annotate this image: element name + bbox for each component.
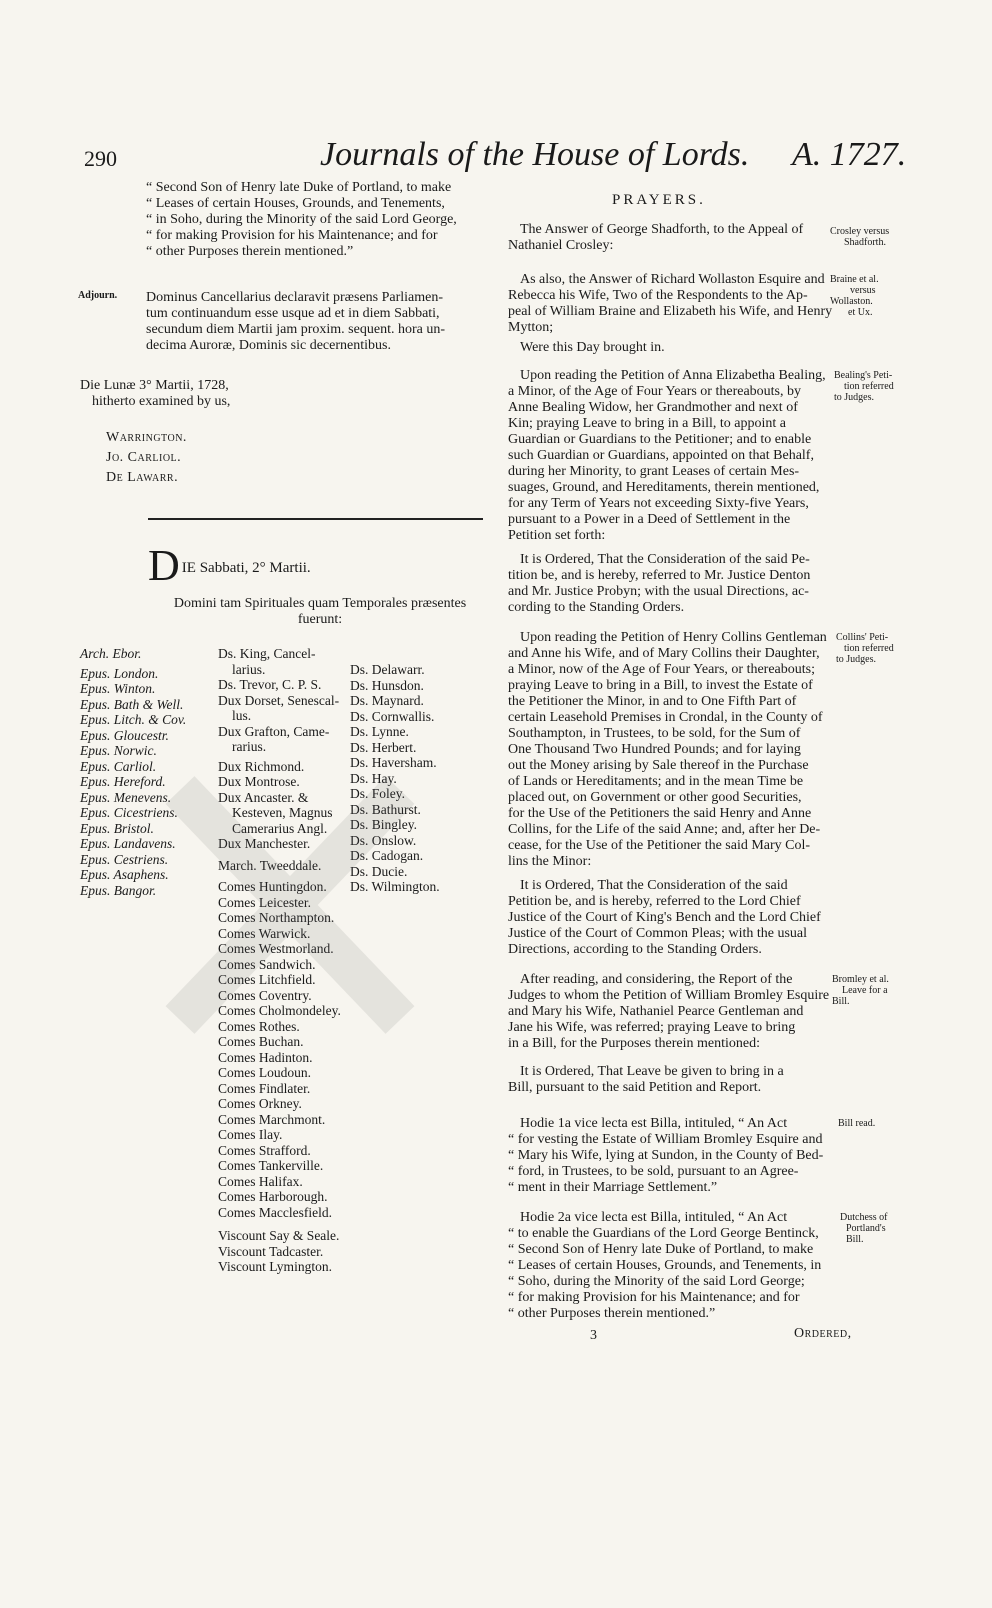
text-line: After reading, and considering, the Report of the bbox=[520, 972, 793, 987]
lord-entry: Ds. Hunsdon. bbox=[350, 677, 424, 693]
lord-entry: Viscount Tadcaster. bbox=[218, 1243, 324, 1259]
text-line: Hodie 1a vice lecta est Billa, intituled, “ An Act bbox=[520, 1116, 788, 1131]
text-line: placed out, on Government or other good Securities, bbox=[508, 790, 802, 805]
lord-entry: Ds. Herbert. bbox=[350, 739, 417, 755]
lord-entry: Comes Warwick. bbox=[218, 925, 311, 941]
lord-entry: Comes Leicester. bbox=[218, 894, 311, 910]
lord-entry: Ds. Bathurst. bbox=[350, 801, 421, 817]
lord-entry: Epus. Winton. bbox=[80, 681, 156, 696]
lord-entry: Kesteven, Magnus bbox=[232, 805, 333, 820]
lord-entry: Epus. Cestriens. bbox=[80, 851, 169, 867]
lord-entry: Ds. Delawarr. bbox=[350, 662, 425, 677]
text-line: to Judges. bbox=[836, 654, 876, 665]
lord-entry: Dux Richmond. bbox=[218, 758, 305, 774]
adjournment-paragraph bbox=[146, 290, 486, 354]
catchword: Ordered, bbox=[794, 1326, 852, 1341]
text-line: The Answer of George Shadforth, to the Appeal of bbox=[520, 222, 804, 237]
margin-note-bromley bbox=[832, 974, 889, 1007]
bealing-order bbox=[508, 552, 826, 616]
lord-entry: Arch. Ebor. bbox=[80, 646, 142, 661]
text-line: Southampton, in Trustees, to be sold, for the Sum of bbox=[508, 726, 801, 741]
lord-entry: Comes Northampton. bbox=[218, 910, 335, 925]
section-divider bbox=[148, 518, 483, 520]
lord-entry: Comes Loudoun. bbox=[218, 1065, 311, 1080]
lord-entry: Comes Halifax. bbox=[218, 1173, 303, 1189]
text-line: to Judges. bbox=[834, 392, 874, 403]
text-line: tion referred bbox=[844, 643, 894, 654]
continued-bill-title bbox=[146, 180, 476, 260]
text-line: Kin; praying Leave to bring in a Bill, to appoint a bbox=[508, 416, 786, 431]
lord-entry: Viscount Say & Seale. bbox=[218, 1228, 340, 1243]
lord-entry: Comes Strafford. bbox=[218, 1142, 311, 1158]
bill-second-reading bbox=[508, 1210, 826, 1322]
text-line: peal of William Braine and Elizabeth his Wife, and Henry bbox=[508, 304, 833, 319]
text-line: a Minor, now of the Age of Four Years, or thereabouts; bbox=[508, 662, 816, 677]
lord-entry: Ds. Cadogan. bbox=[350, 848, 424, 863]
text-line: Dutchess of bbox=[840, 1212, 888, 1223]
lord-entry: Epus. Bangor. bbox=[80, 882, 157, 898]
text-line: Braine et al. bbox=[830, 274, 879, 285]
text-line: “ Soho, during the Minority of the said Lord George; bbox=[508, 1274, 805, 1289]
text-line: suages, Ground, and Hereditaments, therein mentioned, bbox=[508, 480, 820, 495]
lord-entry: Dux Dorset, Senescal- bbox=[218, 692, 340, 708]
lord-entry: Epus. Bath & Well. bbox=[80, 696, 184, 712]
text-line: and Anne his Wife, and of Mary Collins their Daughter, bbox=[508, 646, 820, 661]
text-line: Bealing's Peti- bbox=[834, 370, 893, 381]
lord-entry: Ds. Hay. bbox=[350, 770, 397, 786]
text-line: praying Leave to bring in a Bill, to invest the Estate of bbox=[508, 678, 813, 693]
lord-entry: Comes Marchmont. bbox=[218, 1111, 326, 1127]
text-line: Leave for a bbox=[842, 985, 888, 996]
text-line: Bromley et al. bbox=[832, 974, 889, 985]
lord-entry: Dux Ancaster. & bbox=[218, 789, 309, 805]
text-line: Directions, according to the Standing Orders. bbox=[508, 942, 762, 957]
text-line: “ ment in their Marriage Settlement.” bbox=[508, 1180, 718, 1195]
page-number: 290 bbox=[84, 146, 117, 171]
lord-entry: Comes Buchan. bbox=[218, 1034, 304, 1049]
lord-entry: Epus. Cicestriens. bbox=[80, 805, 178, 820]
text-line: Die Lunæ 3° Martii, 1728, bbox=[80, 378, 229, 393]
lord-entry: Ds. King, Cancel- bbox=[218, 646, 316, 661]
text-line: “ to enable the Guardians of the Lord George Bentinck, bbox=[508, 1226, 819, 1241]
text-line: et Ux. bbox=[848, 307, 873, 318]
lord-entry: Epus. Carliol. bbox=[80, 758, 157, 774]
bromley-order bbox=[508, 1064, 826, 1096]
text-line: Dominus Cancellarius declaravit præsens Parliamen- bbox=[146, 290, 444, 305]
text-line: hitherto examined by us, bbox=[92, 394, 231, 409]
text-line: versus bbox=[850, 285, 876, 296]
text-line: “ other Purposes therein mentioned.” bbox=[508, 1306, 716, 1321]
margin-note-bealing bbox=[834, 370, 894, 403]
text-line: One Thousand Two Hundred Pounds; and for laying bbox=[508, 742, 801, 757]
text-line: and Mary his Wife, Nathaniel Pearce Gentleman and bbox=[508, 1004, 804, 1019]
text-line: Anne Bealing Widow, her Grandmother and next of bbox=[508, 400, 798, 415]
text-line: a Minor, of the Age of Four Years or thereabouts, by bbox=[508, 384, 802, 399]
text-line: Bill. bbox=[846, 1234, 864, 1245]
text-line: Petition set forth: bbox=[508, 528, 606, 543]
text-line: Rebecca his Wife, Two of the Respondents to the Ap- bbox=[508, 288, 808, 303]
text-line: certain Leasehold Premises in Crondal, in the County of bbox=[508, 710, 823, 725]
text-line: It is Ordered, That the Consideration of the said bbox=[520, 878, 788, 893]
lord-entry: Epus. Landavens. bbox=[80, 836, 176, 851]
year: A. 1727. bbox=[792, 136, 907, 173]
text-line: Bill, pursuant to the said Petition and Report. bbox=[508, 1080, 762, 1095]
text-line: of Lands or Hereditaments; and in the mean Time be bbox=[508, 774, 804, 789]
text-line: Mytton; bbox=[508, 320, 554, 335]
signatory: Jo. Carliol. bbox=[106, 450, 182, 465]
lord-entry: Comes Rothes. bbox=[218, 1018, 300, 1034]
braine-answer bbox=[508, 272, 833, 336]
prayers-heading: PRAYERS. bbox=[612, 192, 706, 208]
lord-entry: Epus. Asaphens. bbox=[80, 867, 169, 882]
lord-entry: Epus. Norwic. bbox=[80, 743, 157, 758]
text-line: cease, for the Use of the Petitioner the said Mary Col- bbox=[508, 838, 811, 853]
signatories bbox=[106, 428, 306, 488]
text-line: Upon reading the Petition of Henry Collins Gentleman bbox=[520, 630, 827, 645]
text-line: Hodie 2a vice lecta est Billa, intituled, “ An Act bbox=[520, 1210, 788, 1225]
text-line: “ Mary his Wife, lying at Sundon, in the County of Bed- bbox=[508, 1148, 824, 1163]
margin-note-portland-bill bbox=[840, 1212, 888, 1245]
lord-entry: Comes Harborough. bbox=[218, 1189, 328, 1204]
lord-entry: Ds. Onslow. bbox=[350, 832, 417, 848]
text-line: “ in Soho, during the Minority of the said Lord George, bbox=[146, 212, 457, 227]
lord-entry: Dux Manchester. bbox=[218, 836, 311, 851]
lord-entry: March. Tweeddale. bbox=[218, 857, 322, 873]
lord-entry: Ds. Lynne. bbox=[350, 724, 409, 739]
text-line: Justice of the Court of Common Pleas; with the usual bbox=[508, 926, 808, 941]
lord-entry: Ds. Bingley. bbox=[350, 817, 417, 832]
text-line: pursuant to a Power in a Deed of Settlement in the bbox=[508, 512, 791, 527]
lord-entry: lus. bbox=[232, 708, 252, 723]
text-line: “ other Purposes therein mentioned.” bbox=[146, 244, 354, 259]
text-line: Petition be, and is hereby, referred to the Lord Chief bbox=[508, 894, 801, 909]
lord-entry: Ds. Foley. bbox=[350, 786, 406, 801]
text-line: Jane his Wife, was referred; praying Leave to bring bbox=[508, 1020, 796, 1035]
brought-in: Were this Day brought in. bbox=[520, 340, 665, 355]
lord-entry: Ds. Maynard. bbox=[350, 693, 424, 708]
text-line: lins the Minor: bbox=[508, 854, 592, 869]
text-line: “ for making Provision for his Maintenance; and for bbox=[146, 228, 438, 243]
text-line: It is Ordered, That Leave be given to bring in a bbox=[520, 1064, 784, 1079]
collins-order bbox=[508, 878, 826, 958]
lord-entry: Comes Coventry. bbox=[218, 987, 312, 1003]
text-line: in a Bill, for the Purposes therein mentioned: bbox=[508, 1036, 760, 1051]
lord-entry: Epus. Hereford. bbox=[80, 774, 166, 789]
margin-note-collins bbox=[836, 632, 894, 665]
text-line: during her Minority, to grant Leases of certain Mes- bbox=[508, 464, 800, 479]
lords-column-spiritual bbox=[80, 646, 186, 898]
lord-entry: Ds. Ducie. bbox=[350, 863, 408, 879]
text-line: “ Second Son of Henry late Duke of Portland, to make bbox=[508, 1242, 814, 1257]
text-line: Wollaston. bbox=[830, 296, 873, 307]
text-line: cording to the Standing Orders. bbox=[508, 600, 685, 615]
bealing-petition bbox=[508, 368, 826, 544]
lord-entry: Comes Macclesfield. bbox=[218, 1204, 332, 1220]
margin-note-bill-read: Bill read. bbox=[838, 1118, 876, 1129]
lord-entry: Comes Cholmondeley. bbox=[218, 1003, 341, 1018]
text-line: Crosley versus bbox=[830, 226, 890, 237]
session-title: IE Sabbati, 2° Martii. bbox=[181, 560, 311, 576]
lord-entry: Dux Grafton, Came- bbox=[218, 723, 330, 739]
collins-petition bbox=[508, 630, 826, 870]
lord-entry: Ds. Haversham. bbox=[350, 755, 437, 770]
bromley-report bbox=[508, 972, 830, 1052]
session-heading bbox=[148, 541, 478, 590]
lord-entry: Epus. Menevens. bbox=[80, 789, 172, 805]
lord-entry: Comes Huntingdon. bbox=[218, 879, 327, 894]
lord-entry: Epus. Bristol. bbox=[80, 820, 154, 836]
lord-entry: rarius. bbox=[232, 739, 267, 754]
text-line: It is Ordered, That the Consideration of the said Pe- bbox=[520, 552, 810, 567]
text-line: Guardian or Guardians to the Petitioner; and to enable bbox=[508, 432, 812, 447]
text-line: the Petitioner the Minor, in and to One Fifth Part of bbox=[508, 694, 797, 709]
text-line: and Mr. Justice Probyn; with the usual Directions, ac- bbox=[508, 584, 809, 599]
lord-entry: larius. bbox=[232, 661, 266, 677]
lord-entry: Ds. Trevor, C. P. S. bbox=[218, 677, 322, 692]
text-line: “ ford, in Trustees, to be sold, pursuant to an Agree- bbox=[508, 1164, 799, 1179]
lord-entry: Comes Hadinton. bbox=[218, 1049, 313, 1065]
text-line: Nathaniel Crosley: bbox=[508, 238, 614, 253]
examination-note bbox=[80, 378, 300, 410]
drop-capital: D bbox=[148, 541, 180, 590]
lord-entry: Epus. Gloucestr. bbox=[80, 727, 169, 743]
lord-entry: Camerarius Angl. bbox=[232, 820, 328, 836]
text-line: tion referred bbox=[844, 381, 894, 392]
text-line: Domini tam Spirituales quam Temporales præsentes bbox=[173, 596, 467, 611]
running-title: Journals of the House of Lords. bbox=[320, 136, 750, 173]
text-line: for the Use of the Petitioners the said Henry and Anne bbox=[508, 806, 812, 821]
text-line: decima Auroræ, Dominis sic decernentibus. bbox=[146, 338, 391, 353]
text-line: Collins' Peti- bbox=[836, 632, 889, 643]
text-line: Bill. bbox=[832, 996, 850, 1007]
text-line: “ for making Provision for his Maintenance; and for bbox=[508, 1290, 800, 1305]
text-line: fuerunt: bbox=[297, 612, 343, 627]
signatory: De Lawarr. bbox=[106, 470, 179, 485]
text-line: Collins, for the Life of the said Anne; and, after her De- bbox=[508, 822, 821, 837]
lord-entry: Comes Ilay. bbox=[218, 1127, 283, 1142]
text-line: Upon reading the Petition of Anna Elizabetha Bealing, bbox=[520, 368, 826, 383]
lord-entry: Epus. Litch. & Cov. bbox=[80, 712, 187, 727]
lord-entry: Comes Sandwich. bbox=[218, 956, 316, 972]
text-line: such Guardian or Guardians, appointed on that Behalf, bbox=[508, 448, 814, 463]
text-line: secundum diem Martii jam proxim. sequent. hora un- bbox=[146, 322, 445, 337]
signature-mark: 3 bbox=[590, 1328, 597, 1343]
text-line: “ Second Son of Henry late Duke of Portland, to make bbox=[146, 180, 452, 195]
lord-entry: Comes Findlater. bbox=[218, 1080, 311, 1096]
margin-note-adjourn: Adjourn. bbox=[78, 290, 118, 301]
lords-column-temporal-1 bbox=[218, 646, 341, 1275]
crosley-answer bbox=[508, 222, 826, 254]
lord-entry: Dux Montrose. bbox=[218, 774, 300, 789]
lord-entry: Comes Tankerville. bbox=[218, 1158, 324, 1173]
lord-entry: Comes Westmorland. bbox=[218, 941, 334, 956]
text-line: “ Leases of certain Houses, Grounds, and Tenements, bbox=[146, 196, 445, 211]
text-line: out the Money arising by Sale thereof in the Purchase bbox=[508, 758, 809, 773]
text-line: Portland's bbox=[846, 1223, 886, 1234]
lord-entry: Ds. Cornwallis. bbox=[350, 708, 435, 724]
text-line: Shadforth. bbox=[844, 237, 886, 248]
lord-entry: Comes Orkney. bbox=[218, 1096, 302, 1111]
bill-first-reading bbox=[508, 1116, 826, 1196]
margin-note-crosley bbox=[830, 226, 889, 248]
text-line: tition be, and is hereby, referred to Mr. Justice Denton bbox=[508, 568, 811, 583]
text-line: As also, the Answer of Richard Wollaston Esquire and bbox=[520, 272, 825, 287]
text-line: Judges to whom the Petition of William Bromley Esquire bbox=[508, 988, 830, 1003]
lord-entry: Comes Litchfield. bbox=[218, 972, 316, 987]
lords-column-temporal-2 bbox=[350, 662, 440, 895]
text-line: for any Term of Years not exceeding Sixty-five Years, bbox=[508, 496, 809, 511]
signatory: Warrington. bbox=[106, 430, 187, 445]
lord-entry: Viscount Lymington. bbox=[218, 1259, 332, 1274]
text-line: “ Leases of certain Houses, Grounds, and Tenements, in bbox=[508, 1258, 822, 1273]
text-line: “ for vesting the Estate of William Bromley Esquire and bbox=[508, 1132, 823, 1147]
lord-entry: Ds. Wilmington. bbox=[350, 879, 440, 894]
text-line: tum continuandum esse usque ad et in diem Sabbati, bbox=[146, 306, 440, 321]
margin-note-braine bbox=[830, 274, 879, 318]
present-heading bbox=[150, 596, 490, 628]
text-line: Justice of the Court of King's Bench and the Lord Chief bbox=[508, 910, 821, 925]
lord-entry: Epus. London. bbox=[80, 665, 159, 681]
